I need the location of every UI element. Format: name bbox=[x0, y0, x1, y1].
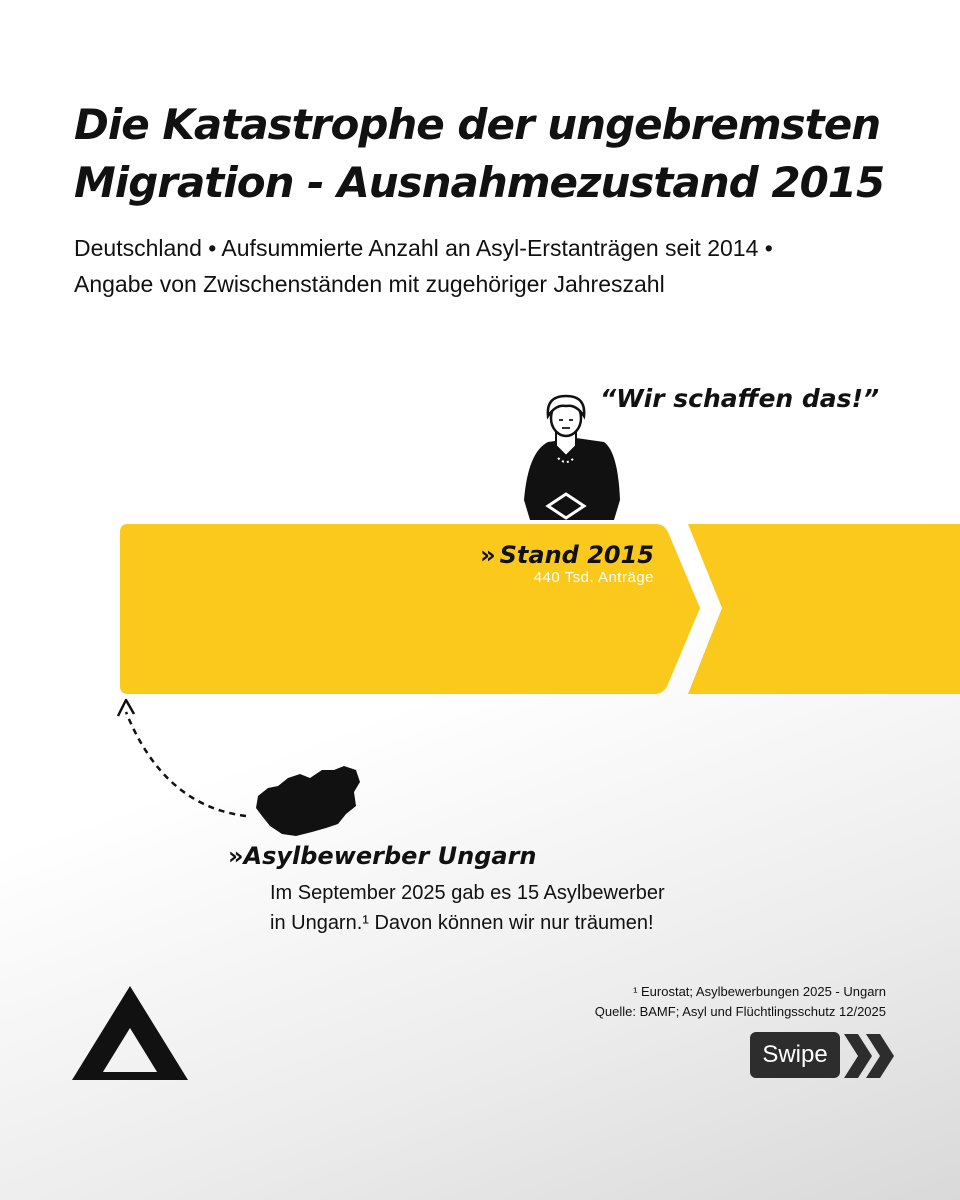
swipe-button[interactable]: Swipe bbox=[750, 1032, 840, 1078]
sources bbox=[595, 982, 886, 1022]
timeline-bar-segment-2 bbox=[688, 524, 960, 694]
marker-value: 440 Tsd. Anträge bbox=[533, 569, 654, 586]
double-chevron-icon: » bbox=[480, 541, 490, 569]
marker-title: Stand 2015 bbox=[499, 541, 654, 569]
subtitle-line-1: Deutschland • Aufsummierte Anzahl an Asyl-Erstanträgen seit 2014 • bbox=[74, 235, 773, 261]
hungary-title: Asylbewerber Ungarn bbox=[243, 842, 537, 870]
double-chevron-icon bbox=[844, 1034, 894, 1078]
title-line-1: Die Katastrophe der ungebremsten bbox=[74, 100, 881, 149]
hungary-callout bbox=[228, 840, 665, 938]
hungary-body-line-2: in Ungarn.¹ Davon können wir nur träumen! bbox=[270, 912, 654, 934]
tent-logo-icon bbox=[72, 986, 188, 1080]
source-line: Quelle: BAMF; Asyl und Flüchtlingsschutz 12/2025 bbox=[594, 1004, 886, 1019]
hungary-body bbox=[270, 878, 665, 938]
footnote: ¹ Eurostat; Asylbewerbungen 2025 - Ungarn bbox=[633, 984, 886, 999]
quote-text: “Wir schaffen das!” bbox=[600, 384, 880, 413]
person-illustration-icon bbox=[524, 396, 620, 520]
dashed-arrow bbox=[126, 712, 246, 816]
hungary-body-line-1: Im September 2025 gab es 15 Asylbewerber bbox=[270, 882, 665, 904]
subtitle-line-2: Angabe von Zwischenständen mit zugehöriger Jahreszahl bbox=[74, 271, 665, 297]
double-chevron-icon: » bbox=[228, 842, 238, 870]
timeline-marker-2015 bbox=[480, 540, 654, 586]
title-line-2: Migration - Ausnahmezustand 2015 bbox=[74, 158, 885, 207]
hungary-map-icon bbox=[256, 766, 360, 836]
